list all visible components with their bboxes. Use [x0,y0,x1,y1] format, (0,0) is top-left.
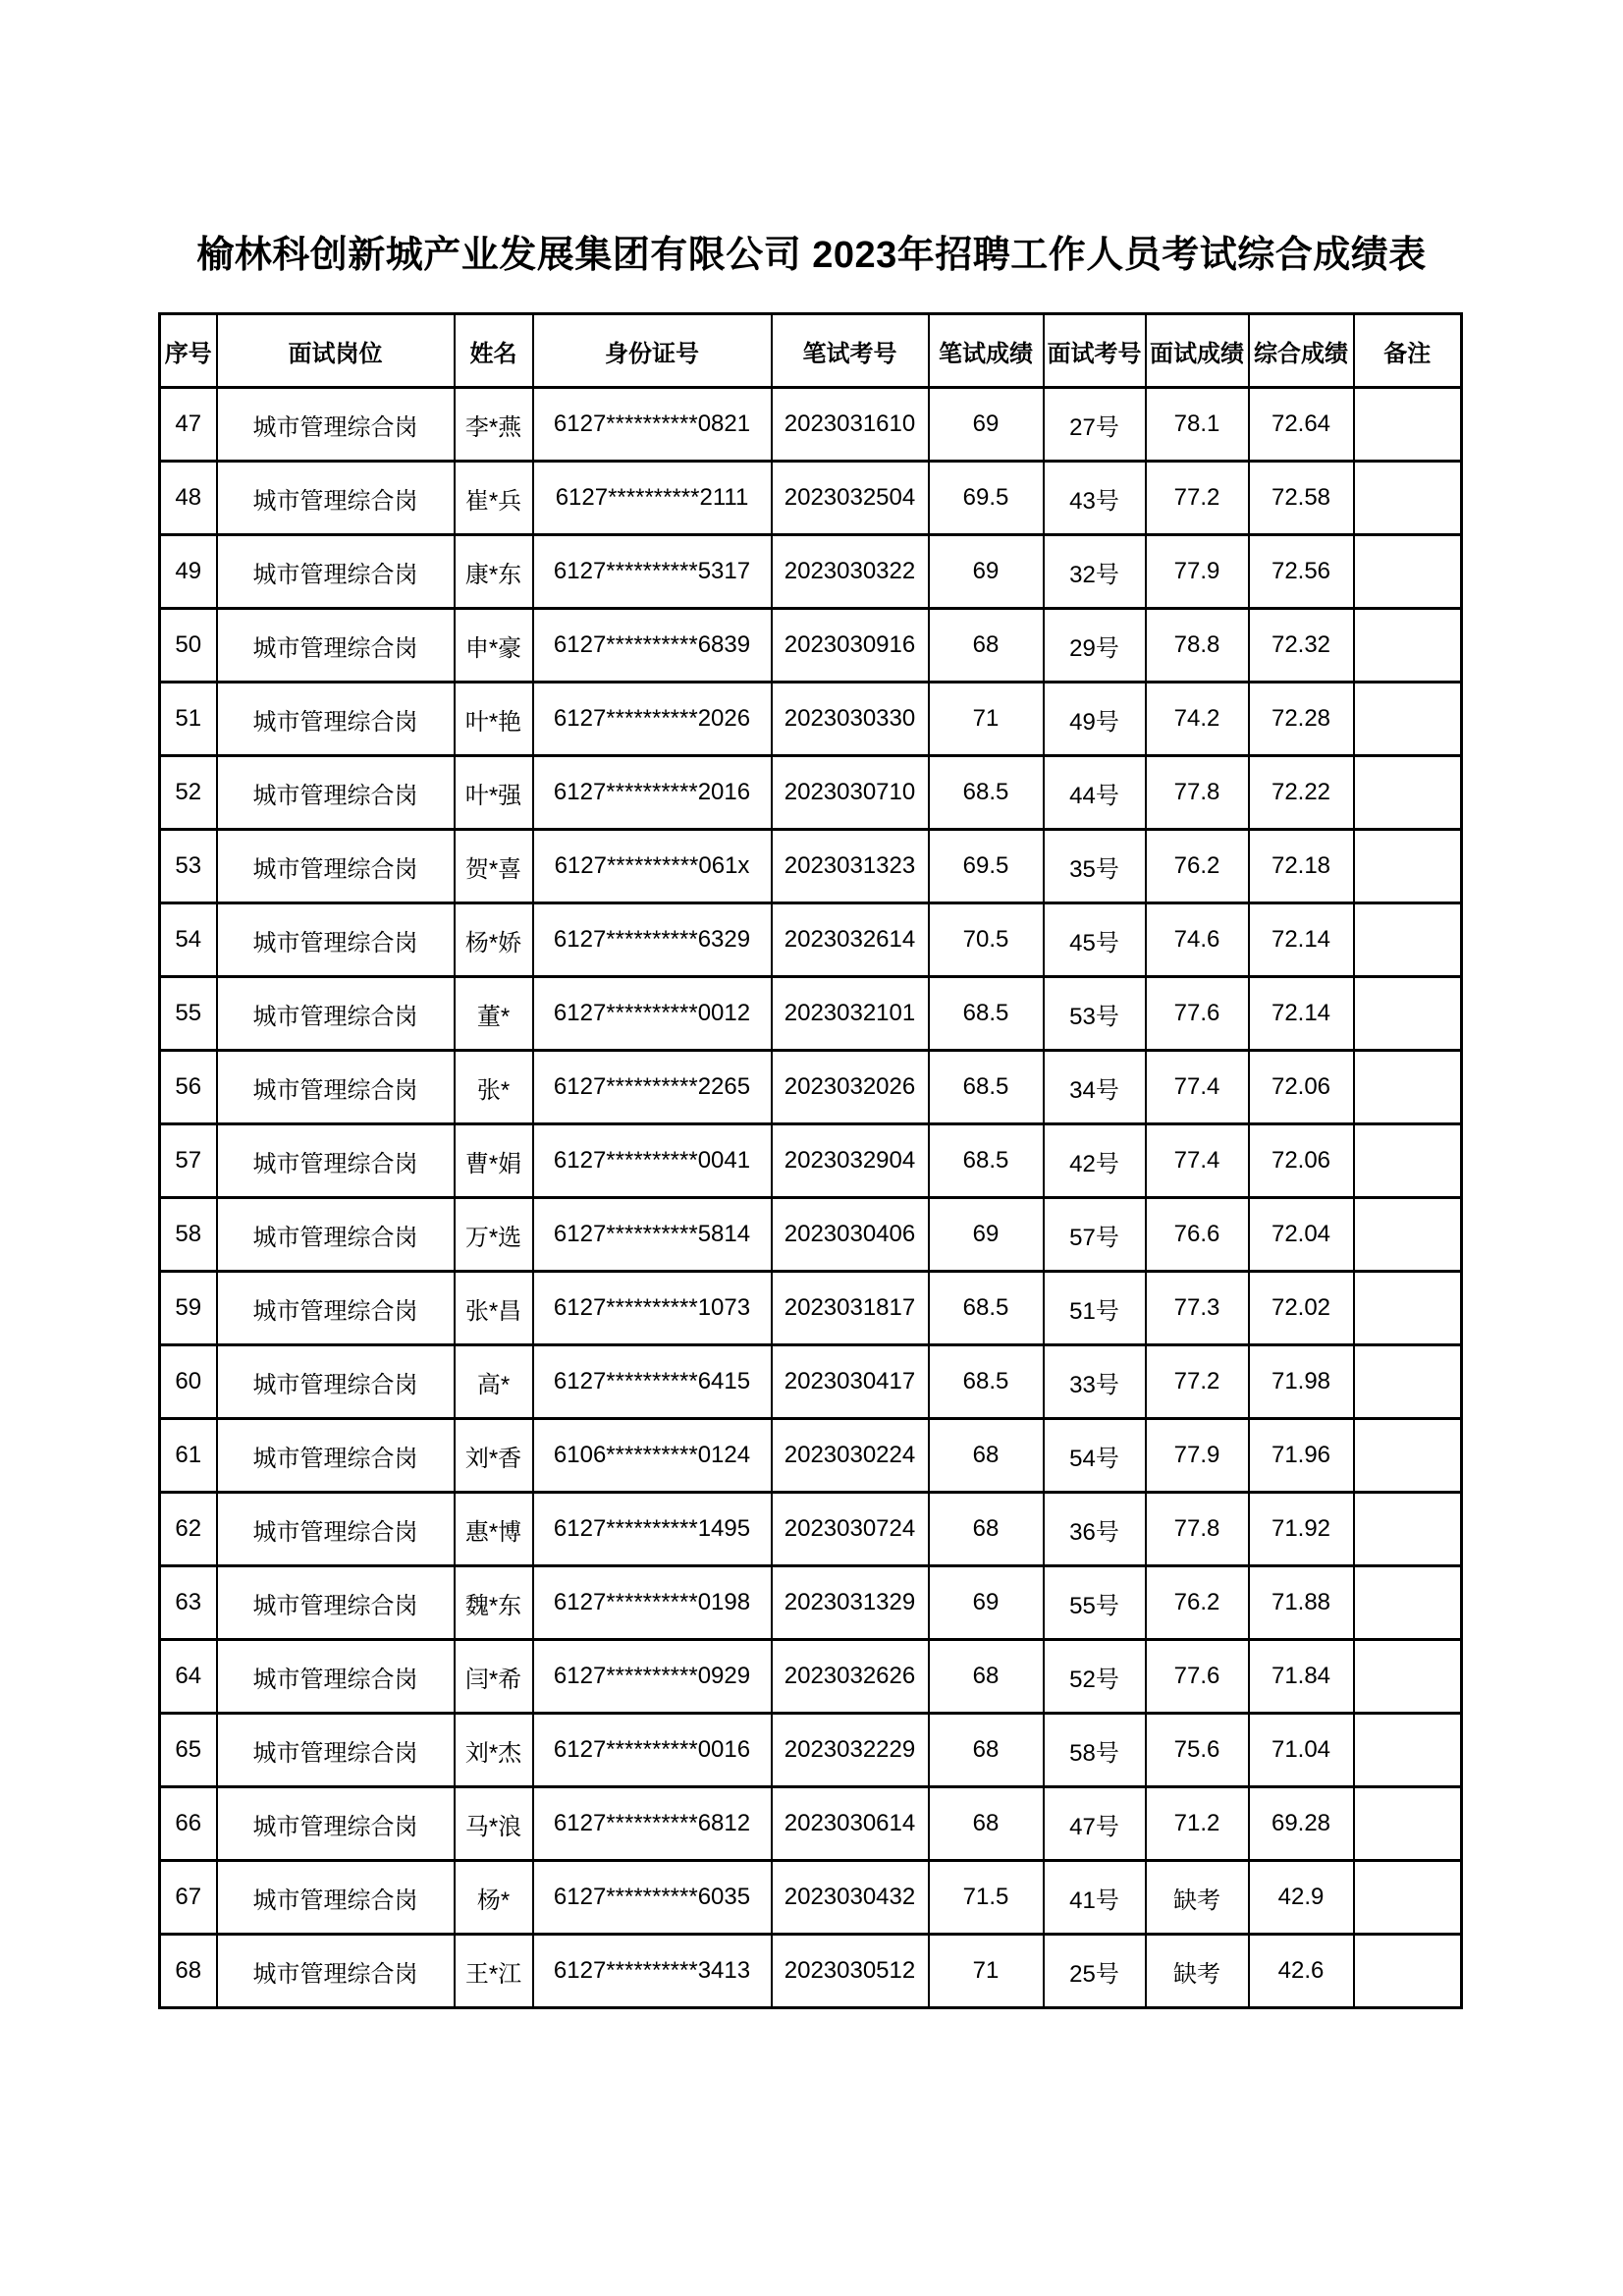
table-cell: 53 [160,830,217,903]
table-cell [1354,1124,1462,1198]
table-cell: 77.4 [1146,1051,1249,1124]
table-cell: 叶*艳 [455,683,533,756]
table-cell: 72.06 [1249,1051,1354,1124]
table-cell: 69 [929,1566,1044,1640]
table-cell: 71.2 [1146,1787,1249,1861]
table-cell: 6127**********0041 [533,1124,772,1198]
table-cell: 68 [929,1714,1044,1787]
table-row [160,756,1462,830]
table-cell [1354,1051,1462,1124]
table-cell: 52号 [1044,1640,1146,1714]
table-cell: 54号 [1044,1419,1146,1493]
table-cell: 72.22 [1249,756,1354,830]
table-cell: 72.14 [1249,977,1354,1051]
table-cell [1354,388,1462,462]
table-cell: 77.9 [1146,535,1249,609]
table-cell: 2023030724 [772,1493,929,1566]
table-cell: 2023030710 [772,756,929,830]
table-cell: 6127**********6329 [533,903,772,977]
table-cell: 6127**********2026 [533,683,772,756]
table-cell: 71.5 [929,1861,1044,1935]
table-cell: 74.6 [1146,903,1249,977]
header-row [160,314,1462,388]
table-cell: 75.6 [1146,1714,1249,1787]
table-cell: 57 [160,1124,217,1198]
table-cell: 70.5 [929,903,1044,977]
table-cell [1354,462,1462,535]
table-cell: 69 [929,388,1044,462]
table-cell: 72.58 [1249,462,1354,535]
table-row [160,1787,1462,1861]
table-cell: 6127**********2265 [533,1051,772,1124]
table-cell: 32号 [1044,535,1146,609]
table-cell [1354,1198,1462,1272]
table-cell: 高* [455,1345,533,1419]
table-cell: 6127**********5814 [533,1198,772,1272]
table-cell [1354,830,1462,903]
table-cell: 72.56 [1249,535,1354,609]
table-cell: 刘*杰 [455,1714,533,1787]
table-cell [1354,1345,1462,1419]
table-cell: 65 [160,1714,217,1787]
table-cell: 2023030512 [772,1935,929,2008]
table-cell: 58号 [1044,1714,1146,1787]
table-cell: 72.06 [1249,1124,1354,1198]
table-cell: 77.6 [1146,977,1249,1051]
table-cell: 53号 [1044,977,1146,1051]
table-cell: 6127**********3413 [533,1935,772,2008]
table-cell: 72.28 [1249,683,1354,756]
table-cell: 71 [929,683,1044,756]
table-row [160,388,1462,462]
table-row [160,683,1462,756]
table-cell: 叶*强 [455,756,533,830]
table-cell: 63 [160,1566,217,1640]
table-cell: 45号 [1044,903,1146,977]
table-row [160,1272,1462,1345]
table-cell: 城市管理综合岗 [217,462,455,535]
table-cell: 60 [160,1345,217,1419]
table-cell [1354,1861,1462,1935]
column-header: 身份证号 [533,314,772,388]
table-cell: 68 [929,1419,1044,1493]
table-cell: 城市管理综合岗 [217,1198,455,1272]
table-cell: 6127**********6415 [533,1345,772,1419]
table-cell: 2023032614 [772,903,929,977]
table-row [160,1124,1462,1198]
table-cell: 刘*香 [455,1419,533,1493]
table-cell: 2023030432 [772,1861,929,1935]
column-header: 面试成绩 [1146,314,1249,388]
table-cell: 68 [929,1493,1044,1566]
table-cell: 王*江 [455,1935,533,2008]
table-cell: 42.9 [1249,1861,1354,1935]
table-cell: 77.2 [1146,1345,1249,1419]
table-cell: 71.04 [1249,1714,1354,1787]
table-cell [1354,609,1462,683]
table-cell: 76.6 [1146,1198,1249,1272]
table-cell: 6127**********1073 [533,1272,772,1345]
table-cell: 董* [455,977,533,1051]
table-cell: 72.02 [1249,1272,1354,1345]
table-cell: 42号 [1044,1124,1146,1198]
table-cell: 59 [160,1272,217,1345]
table-cell: 77.6 [1146,1640,1249,1714]
table-cell: 49号 [1044,683,1146,756]
table-cell: 杨* [455,1861,533,1935]
table-cell: 41号 [1044,1861,1146,1935]
table-cell: 69 [929,535,1044,609]
table-cell: 2023030224 [772,1419,929,1493]
table-cell: 6127**********2016 [533,756,772,830]
table-cell: 城市管理综合岗 [217,1714,455,1787]
table-cell: 68 [929,1787,1044,1861]
table-cell: 78.1 [1146,388,1249,462]
table-cell: 城市管理综合岗 [217,977,455,1051]
table-row [160,535,1462,609]
table-row [160,903,1462,977]
table-row [160,830,1462,903]
table-cell: 47 [160,388,217,462]
table-cell: 68.5 [929,756,1044,830]
table-cell: 77.4 [1146,1124,1249,1198]
table-row [160,1198,1462,1272]
table-cell: 71.84 [1249,1640,1354,1714]
table-cell [1354,1566,1462,1640]
table-cell: 71.88 [1249,1566,1354,1640]
table-cell: 68 [160,1935,217,2008]
score-table [158,312,1463,2009]
table-cell: 张*昌 [455,1272,533,1345]
table-cell: 城市管理综合岗 [217,388,455,462]
table-cell [1354,1640,1462,1714]
table-cell: 69.28 [1249,1787,1354,1861]
table-cell: 74.2 [1146,683,1249,756]
table-cell [1354,1935,1462,2008]
table-cell: 2023030417 [772,1345,929,1419]
table-cell: 2023032504 [772,462,929,535]
table-cell: 闫*希 [455,1640,533,1714]
column-header: 综合成绩 [1249,314,1354,388]
table-cell: 城市管理综合岗 [217,1861,455,1935]
table-cell: 6127**********0198 [533,1566,772,1640]
table-cell: 52 [160,756,217,830]
table-cell: 城市管理综合岗 [217,535,455,609]
table-row [160,609,1462,683]
table-cell: 万*选 [455,1198,533,1272]
table-cell: 43号 [1044,462,1146,535]
table-cell: 68 [929,1640,1044,1714]
table-cell: 2023030322 [772,535,929,609]
table-cell: 68.5 [929,1124,1044,1198]
table-cell: 62 [160,1493,217,1566]
table-cell: 6127**********0929 [533,1640,772,1714]
table-cell: 城市管理综合岗 [217,609,455,683]
table-cell: 55号 [1044,1566,1146,1640]
table-cell: 6127**********2111 [533,462,772,535]
table-cell: 2023032101 [772,977,929,1051]
table-cell: 48 [160,462,217,535]
table-cell: 城市管理综合岗 [217,903,455,977]
table-cell: 6127**********1495 [533,1493,772,1566]
table-row [160,1640,1462,1714]
table-cell [1354,1419,1462,1493]
table-cell: 城市管理综合岗 [217,830,455,903]
table-cell: 56 [160,1051,217,1124]
column-header: 笔试考号 [772,314,929,388]
table-cell: 城市管理综合岗 [217,1345,455,1419]
table-cell: 51 [160,683,217,756]
table-row [160,1493,1462,1566]
table-cell: 6127**********061x [533,830,772,903]
table-cell: 69.5 [929,462,1044,535]
table-cell: 68.5 [929,1272,1044,1345]
table-cell: 杨*娇 [455,903,533,977]
table-cell: 68 [929,609,1044,683]
table-cell: 城市管理综合岗 [217,1787,455,1861]
table-cell [1354,1787,1462,1861]
table-cell: 魏*东 [455,1566,533,1640]
table-cell: 城市管理综合岗 [217,1640,455,1714]
table-cell: 城市管理综合岗 [217,1566,455,1640]
table-row [160,1419,1462,1493]
table-cell: 康*东 [455,535,533,609]
table-cell: 6127**********6035 [533,1861,772,1935]
table-cell: 67 [160,1861,217,1935]
table-cell [1354,683,1462,756]
table-body [160,388,1462,2008]
table-cell: 贺*喜 [455,830,533,903]
table-cell: 72.64 [1249,388,1354,462]
table-cell: 缺考 [1146,1935,1249,2008]
table-row [160,1714,1462,1787]
table-cell: 2023030330 [772,683,929,756]
table-cell: 申*豪 [455,609,533,683]
table-cell: 2023032026 [772,1051,929,1124]
table-cell: 2023032229 [772,1714,929,1787]
table-cell: 城市管理综合岗 [217,1272,455,1345]
table-row [160,1566,1462,1640]
table-cell: 6127**********6812 [533,1787,772,1861]
table-cell: 城市管理综合岗 [217,1935,455,2008]
table-row [160,1935,1462,2008]
table-cell: 71 [929,1935,1044,2008]
table-cell: 68.5 [929,1051,1044,1124]
table-cell: 68.5 [929,1345,1044,1419]
table-cell: 72.18 [1249,830,1354,903]
table-cell: 69.5 [929,830,1044,903]
table-cell: 城市管理综合岗 [217,1124,455,1198]
table-cell: 68.5 [929,977,1044,1051]
table-cell: 72.04 [1249,1198,1354,1272]
table-cell: 2023030916 [772,609,929,683]
table-cell: 72.32 [1249,609,1354,683]
table-cell: 25号 [1044,1935,1146,2008]
table-cell: 城市管理综合岗 [217,1419,455,1493]
table-cell: 33号 [1044,1345,1146,1419]
table-cell: 42.6 [1249,1935,1354,2008]
table-cell: 缺考 [1146,1861,1249,1935]
table-cell: 77.3 [1146,1272,1249,1345]
table-cell: 61 [160,1419,217,1493]
table-cell: 47号 [1044,1787,1146,1861]
table-cell: 2023031610 [772,388,929,462]
table-cell: 2023030614 [772,1787,929,1861]
table-cell: 71.96 [1249,1419,1354,1493]
table-cell: 城市管理综合岗 [217,1493,455,1566]
table-cell [1354,903,1462,977]
table-cell: 李*燕 [455,388,533,462]
table-cell: 2023032626 [772,1640,929,1714]
table-cell: 35号 [1044,830,1146,903]
table-cell: 马*浪 [455,1787,533,1861]
table-cell: 惠*博 [455,1493,533,1566]
table-cell: 2023030406 [772,1198,929,1272]
column-header: 面试岗位 [217,314,455,388]
table-cell: 6127**********0012 [533,977,772,1051]
table-cell: 城市管理综合岗 [217,756,455,830]
table-cell: 54 [160,903,217,977]
table-cell: 36号 [1044,1493,1146,1566]
table-cell [1354,535,1462,609]
column-header: 面试考号 [1044,314,1146,388]
table-cell: 66 [160,1787,217,1861]
table-cell: 76.2 [1146,830,1249,903]
table-cell: 2023031323 [772,830,929,903]
table-cell: 49 [160,535,217,609]
table-cell: 55 [160,977,217,1051]
table-cell [1354,756,1462,830]
table-cell: 57号 [1044,1198,1146,1272]
table-cell: 34号 [1044,1051,1146,1124]
table-cell: 6127**********6839 [533,609,772,683]
table-cell: 69 [929,1198,1044,1272]
table-cell [1354,1714,1462,1787]
table-cell: 27号 [1044,388,1146,462]
table-cell: 城市管理综合岗 [217,683,455,756]
table-cell [1354,1272,1462,1345]
table-cell: 2023031817 [772,1272,929,1345]
table-cell: 77.8 [1146,1493,1249,1566]
table-row [160,977,1462,1051]
table-cell: 76.2 [1146,1566,1249,1640]
column-header: 序号 [160,314,217,388]
table-cell: 2023031329 [772,1566,929,1640]
table-row [160,1345,1462,1419]
table-row [160,462,1462,535]
table-cell: 6127**********5317 [533,535,772,609]
table-cell: 71.98 [1249,1345,1354,1419]
table-cell: 51号 [1044,1272,1146,1345]
table-cell: 6106**********0124 [533,1419,772,1493]
table-row [160,1051,1462,1124]
table-cell [1354,977,1462,1051]
table-cell: 张* [455,1051,533,1124]
table-cell: 58 [160,1198,217,1272]
table-cell: 2023032904 [772,1124,929,1198]
table-cell: 城市管理综合岗 [217,1051,455,1124]
table-cell: 72.14 [1249,903,1354,977]
column-header: 姓名 [455,314,533,388]
table-cell: 曹*娟 [455,1124,533,1198]
table-cell: 77.2 [1146,462,1249,535]
table-cell: 崔*兵 [455,462,533,535]
table-cell: 71.92 [1249,1493,1354,1566]
table-cell: 6127**********0016 [533,1714,772,1787]
column-header: 笔试成绩 [929,314,1044,388]
table-cell: 44号 [1044,756,1146,830]
table-cell: 77.8 [1146,756,1249,830]
table-cell: 50 [160,609,217,683]
table-cell: 64 [160,1640,217,1714]
table-cell: 78.8 [1146,609,1249,683]
column-header: 备注 [1354,314,1462,388]
table-cell: 77.9 [1146,1419,1249,1493]
table-cell [1354,1493,1462,1566]
table-cell: 29号 [1044,609,1146,683]
page-title: 榆林科创新城产业发展集团有限公司 2023年招聘工作人员考试综合成绩表 [196,235,1427,276]
table-cell: 6127**********0821 [533,388,772,462]
table-row [160,1861,1462,1935]
